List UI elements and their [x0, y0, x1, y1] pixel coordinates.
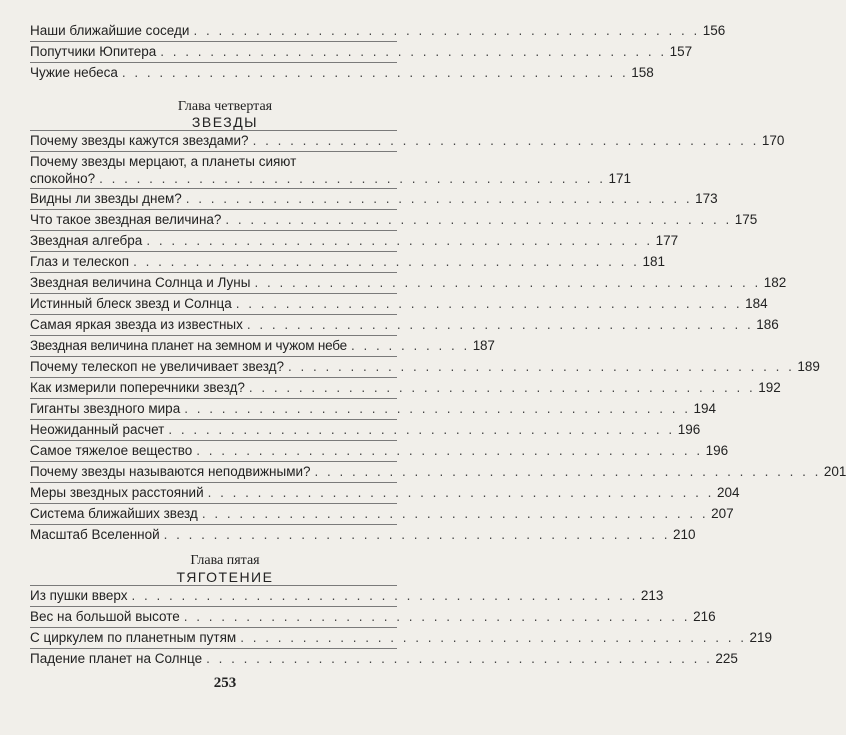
entry-rule — [30, 398, 397, 399]
dot-leader: . . . . . . . . . . . . . . . . . . . . . . . . . . . . . . . . . . . . . . . . . — [183, 609, 691, 624]
entry-title: Почему звезды кажутся звездами? — [30, 133, 249, 148]
entry-page: 156 — [702, 23, 726, 38]
toc-entry — [30, 484, 740, 501]
toc-entry — [30, 463, 846, 480]
chapter-title: ЗВЕЗДЫ — [191, 114, 259, 130]
entry-page: 204 — [716, 485, 740, 500]
entry-page: 201 — [823, 464, 846, 479]
entry-page: 189 — [797, 359, 820, 374]
entry-rule — [30, 230, 397, 231]
entry-page: 175 — [734, 212, 758, 227]
entry-rule — [30, 524, 397, 525]
entry-page: 225 — [715, 651, 738, 666]
dot-leader: . . . . . . . . . . . . . . . . . . . . . . . . . . . . . . . . . . . . . . . . . — [246, 317, 754, 332]
dot-leader: . . . . . . . . . . . . . . . . . . . . . . . . . . . . . . . . . . . . . . . . . — [99, 171, 606, 186]
dot-leader: . . . . . . . . . . . . . . . . . . . . . . . . . . . . . . . . . . . . . . . . . — [254, 275, 761, 290]
toc-entry — [30, 379, 781, 396]
toc-entry — [30, 253, 665, 270]
dot-leader: . . . . . . . . . . . . . . . . . . . . . . . . . . . . . . . . . . . . . . . . . — [185, 191, 693, 206]
toc-entry — [30, 274, 787, 291]
entry-title: Звездная величина Солнца и Луны — [30, 275, 251, 290]
page-number: 253 — [213, 675, 237, 691]
entry-title: Гиганты звездного мира — [30, 401, 181, 416]
entry-title: Как измерили поперечники звезд? — [30, 380, 245, 395]
entry-rule — [30, 482, 397, 483]
entry-page: 210 — [672, 527, 696, 542]
dot-leader: . . . . . . . . . . . . . . . . . . . . . . . . . . . . . . . . . . . . . . . . . — [193, 23, 700, 38]
entry-title: Вес на большой высоте — [30, 609, 180, 624]
dot-leader: . . . . . . . . . . . . . . . . . . . . . . . . . . . . . . . . . . . . . . . . . — [160, 44, 667, 59]
dot-leader: . . . . . . . . . . . . . . . . . . . . . . . . . . . . . . . . . . . . . . . . . — [314, 464, 821, 479]
entry-rule — [30, 419, 397, 420]
toc-entry — [30, 629, 773, 646]
entry-page: 186 — [756, 317, 779, 332]
entry-rule — [30, 209, 397, 210]
chapter-label: Глава пятая — [190, 553, 260, 568]
dot-leader: . . . . . . . . . . . . . . . . . . . . . . . . . . . . . . . . . . . . . . . . . — [235, 296, 743, 311]
entry-rule — [30, 251, 397, 252]
entry-rule — [30, 440, 397, 441]
entry-title: Звездная величина планет на земном и чужом небе — [30, 338, 347, 353]
dot-leader: . . . . . . . . . . . . . . . . . . . . . . . . . . . . . . . . . . . . . . . . . — [196, 443, 703, 458]
entry-title: Из пушки вверх — [30, 588, 128, 603]
chapter-label: Глава четвертая — [177, 99, 273, 114]
entry-page: 194 — [693, 401, 717, 416]
entry-rule — [30, 188, 397, 189]
toc-entry — [30, 358, 820, 375]
toc-entry — [30, 421, 701, 438]
entry-rule — [30, 627, 397, 628]
toc-entry — [30, 442, 729, 459]
toc-entry — [30, 526, 696, 543]
entry-page: 196 — [677, 422, 701, 437]
toc-entry — [30, 400, 717, 417]
dot-leader: . . . . . . . . . . . . . . . . . . . . . . . . . . . . . . . . . . . . . . . . . — [207, 485, 714, 500]
entry-title-continued: спокойно? — [30, 171, 96, 186]
entry-rule — [30, 356, 397, 357]
toc-entry — [30, 587, 664, 604]
entry-title: Истинный блеск звезд и Солнца — [30, 296, 232, 311]
entry-rule — [30, 648, 397, 649]
toc-entry — [30, 505, 734, 522]
toc-entry — [30, 153, 631, 187]
dot-leader: . . . . . . . . . . . . . . . . . . . . . . . . . . . . . . . . . . . . . . . . . — [288, 359, 795, 374]
dot-leader: . . . . . . . . . . . . . . . . . . . . . . . . . . . . . . . . . . . . . . . . . — [133, 254, 640, 269]
entry-title: Неожиданный расчет — [30, 422, 165, 437]
entry-page: 177 — [655, 233, 679, 248]
toc-entry — [30, 650, 738, 667]
entry-page: 157 — [669, 44, 693, 59]
entry-rule — [30, 151, 397, 152]
entry-page: 171 — [608, 171, 631, 186]
toc-entry — [30, 43, 693, 60]
entry-title: Попутчики Юпитера — [30, 44, 157, 59]
entry-rule — [30, 335, 397, 336]
entry-rule — [30, 62, 397, 63]
entry-page: 184 — [745, 296, 768, 311]
entry-page: 219 — [749, 630, 773, 645]
entry-title: Чужие небеса — [30, 65, 118, 80]
entry-rule — [30, 314, 397, 315]
toc-entry — [30, 190, 718, 207]
dot-leader: . . . . . . . . . . . . . . . . . . . . . . . . . . . . . . . . . . . . . . . . . — [184, 401, 691, 416]
dot-leader: . . . . . . . . . . . . . . . . . . . . . . . . . . . . . . . . . . . . . . . . . — [240, 630, 747, 645]
dot-leader: . . . . . . . . . . . . . . . . . . . . . . . . . . . . . . . . . . . . . . . . . — [168, 422, 675, 437]
entry-title: Почему звезды мерцают, а планеты сияют — [30, 154, 297, 169]
entry-title: Падение планет на Солнце — [30, 651, 203, 666]
entry-page: 207 — [711, 506, 734, 521]
toc-entry — [30, 608, 716, 625]
entry-rule — [30, 606, 397, 607]
entry-title: Самое тяжелое вещество — [30, 443, 193, 458]
dot-leader: . . . . . . . . . . . . . . . . . . . . . . . . . . . . . . . . . . . . . . . . . — [206, 651, 713, 666]
entry-rule — [30, 272, 397, 273]
toc-entry — [30, 132, 785, 149]
entry-rule — [30, 503, 397, 504]
entry-page: 158 — [631, 65, 654, 80]
toc-entry — [30, 337, 495, 354]
entry-title: Видны ли звезды днем? — [30, 191, 182, 206]
entry-rule — [30, 293, 397, 294]
entry-page: 216 — [693, 609, 716, 624]
entry-title: Меры звездных расстояний — [30, 485, 204, 500]
entry-page: 173 — [695, 191, 718, 206]
entry-page: 192 — [758, 380, 781, 395]
entry-rule — [30, 461, 397, 462]
entry-page: 187 — [472, 338, 495, 353]
entry-title: Звездная алгебра — [30, 233, 143, 248]
chapter-title: ТЯГОТЕНИЕ — [176, 569, 274, 585]
entry-title: Система ближайших звезд — [30, 506, 198, 521]
entry-title: Почему звезды называются неподвижными? — [30, 464, 311, 479]
toc-entry — [30, 64, 654, 81]
entry-page: 213 — [640, 588, 664, 603]
entry-rule — [30, 41, 397, 42]
dot-leader: . . . . . . . . . . . . . . . . . . . . . . . . . . . . . . . . . . . . . . . . . — [146, 233, 653, 248]
entry-page: 182 — [763, 275, 787, 290]
entry-page: 181 — [642, 254, 665, 269]
dot-leader: . . . . . . . . . . . . . . . . . . . . . . . . . . . . . . . . . . . . . . . . . — [121, 65, 629, 80]
entry-title: Что такое звездная величина? — [30, 212, 222, 227]
dot-leader: . . . . . . . . . . . . . . . . . . . . . . . . . . . . . . . . . . . . . . . . . — [225, 212, 732, 227]
dot-leader: . . . . . . . . . . . . . . . . . . . . . . . . . . . . . . . . . . . . . . . . . — [163, 527, 670, 542]
entry-title: Самая яркая звезда из известных — [30, 317, 243, 332]
toc-entry — [30, 316, 779, 333]
entry-rule — [30, 130, 397, 131]
entry-rule — [30, 377, 397, 378]
toc-entry — [30, 232, 679, 249]
entry-title: Масштаб Вселенной — [30, 527, 160, 542]
dot-leader: . . . . . . . . . . . . . . . . . . . . . . . . . . . . . . . . . . . . . . . . . — [201, 506, 709, 521]
dot-leader: . . . . . . . . . . . . . . . . . . . . . . . . . . . . . . . . . . . . . . . . . — [252, 133, 759, 148]
dot-leader: . . . . . . . . . . — [350, 338, 470, 353]
entry-title: С циркулем по планетным путям — [30, 630, 237, 645]
entry-page: 170 — [761, 133, 785, 148]
entry-rule — [30, 585, 397, 586]
toc-entry — [30, 22, 726, 39]
toc-entry — [30, 295, 768, 312]
dot-leader: . . . . . . . . . . . . . . . . . . . . . . . . . . . . . . . . . . . . . . . . . — [248, 380, 756, 395]
entry-page: 196 — [705, 443, 729, 458]
entry-title: Почему телескоп не увеличивает звезд? — [30, 359, 285, 374]
toc-entry — [30, 211, 758, 228]
dot-leader: . . . . . . . . . . . . . . . . . . . . . . . . . . . . . . . . . . . . . . . . . — [131, 588, 638, 603]
entry-title: Наши ближайшие соседи — [30, 23, 190, 38]
entry-title: Глаз и телескоп — [30, 254, 130, 269]
